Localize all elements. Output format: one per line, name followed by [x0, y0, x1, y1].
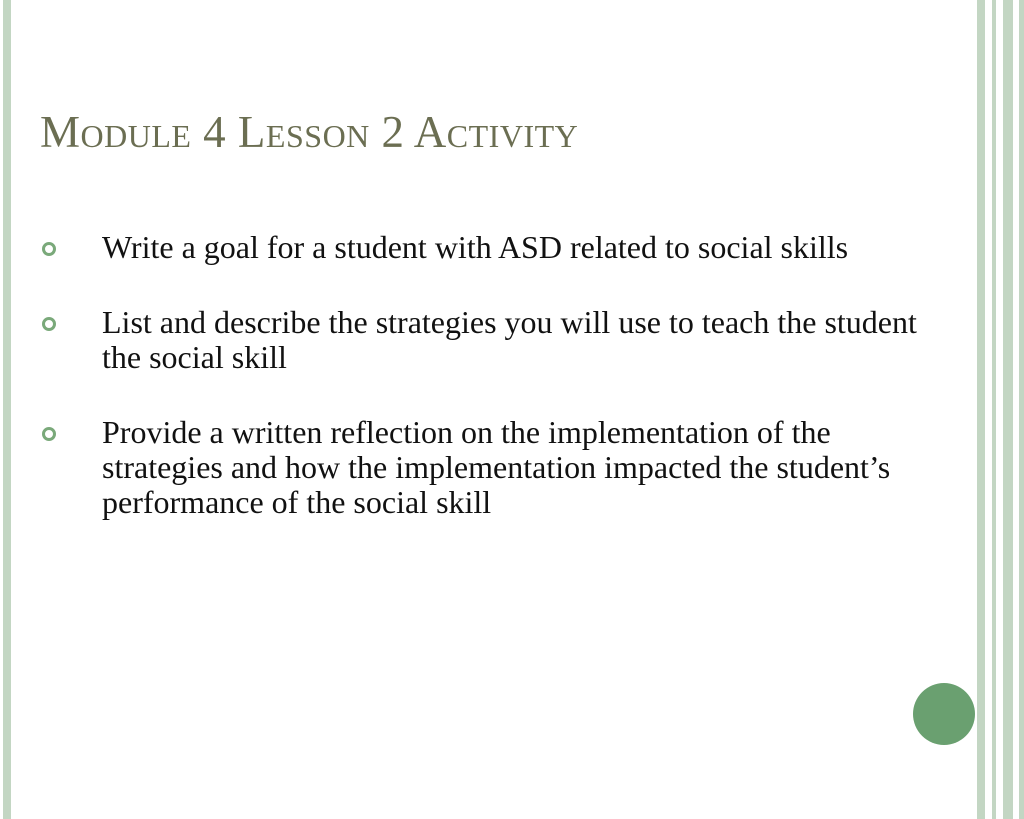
bullet-item	[40, 230, 950, 265]
circle-decoration	[913, 683, 975, 745]
hollow-circle-bullet-icon	[42, 317, 56, 331]
bullet-text: Write a goal for a student with ASD related to social skills	[102, 229, 849, 265]
hollow-circle-bullet-icon	[42, 242, 56, 256]
right-border-stripe	[992, 0, 996, 819]
left-border-stripe	[3, 0, 11, 819]
slide-title: Module 4 Lesson 2 Activity	[40, 107, 579, 157]
right-border-stripe	[977, 0, 985, 819]
bullet-item	[40, 415, 950, 520]
right-border-stripe	[1003, 0, 1013, 819]
bullet-text: Provide a written reflection on the implementation of the strategies and how the implementation impacted the student’s performance of the social skill	[102, 414, 891, 520]
bullet-item	[40, 305, 950, 375]
hollow-circle-bullet-icon	[42, 427, 56, 441]
bullet-list	[40, 230, 950, 560]
bullet-text: List and describe the strategies you will use to teach the student the social skill	[102, 304, 917, 375]
right-border-stripe	[1019, 0, 1024, 819]
